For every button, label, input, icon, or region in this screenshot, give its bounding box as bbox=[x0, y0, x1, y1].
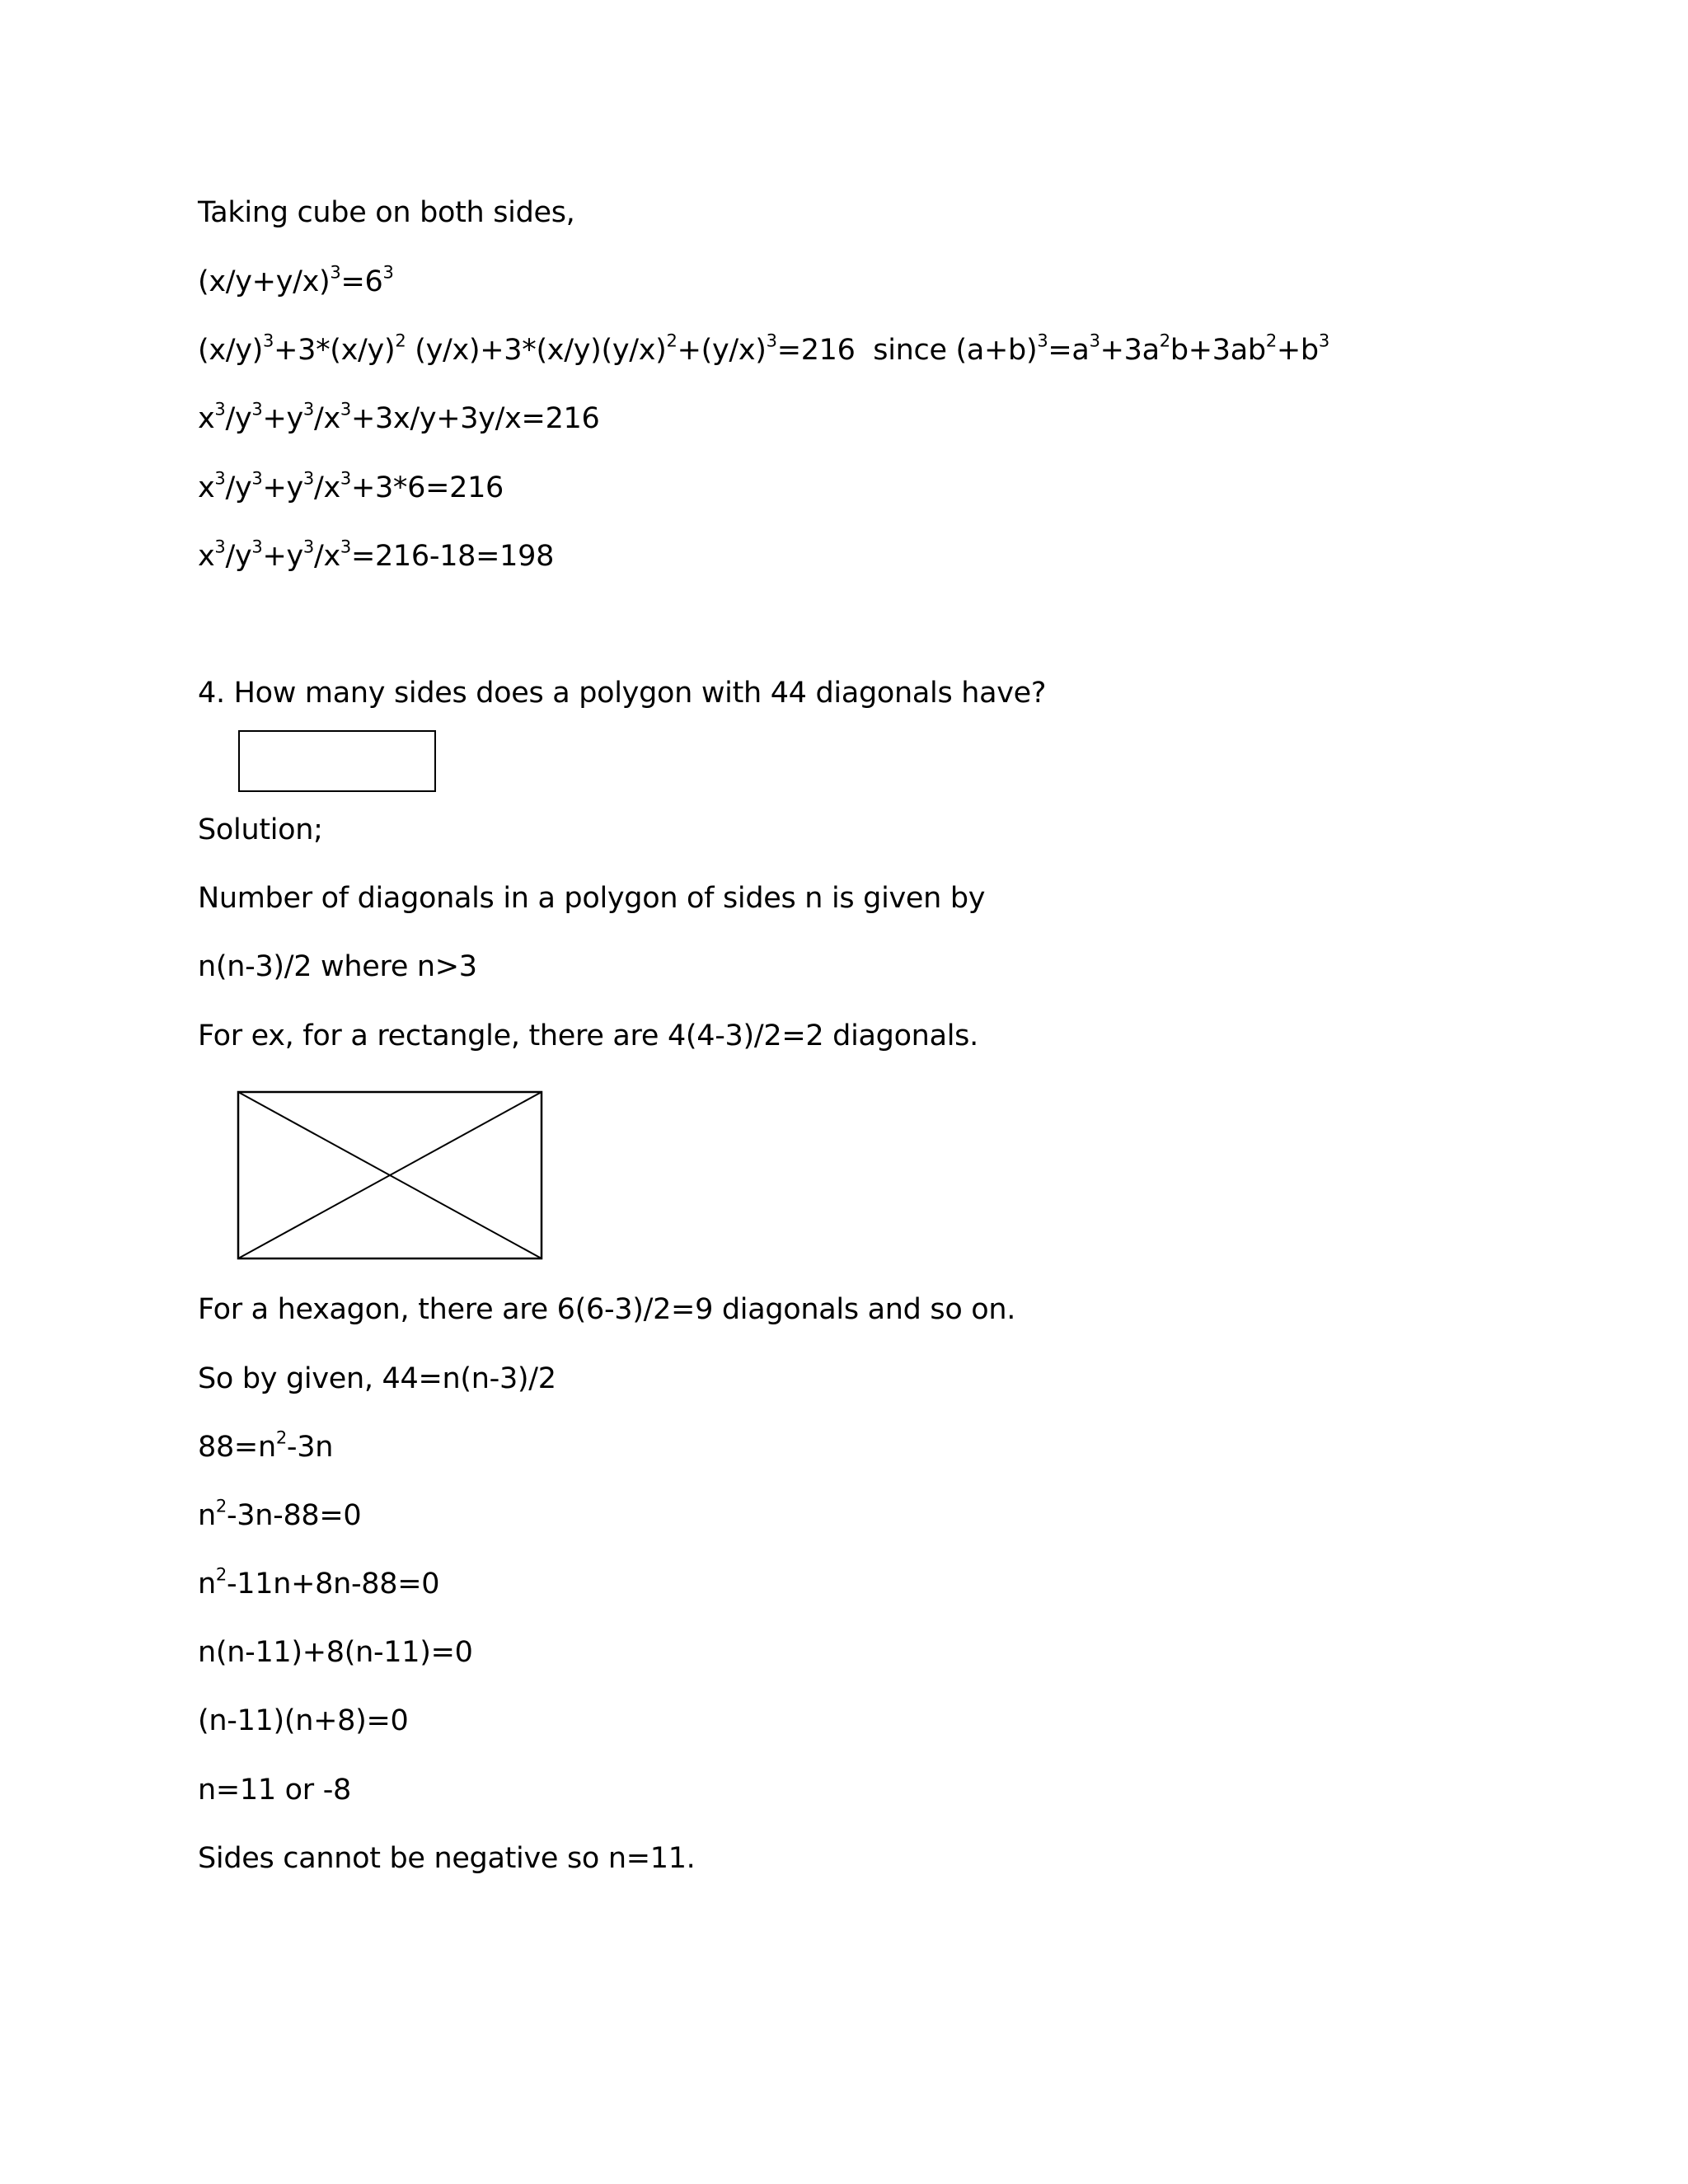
eq-part: =216-18=198 bbox=[350, 540, 555, 573]
exponent: 3 bbox=[251, 537, 263, 557]
exponent: 2 bbox=[275, 1427, 287, 1448]
eq-part: x bbox=[198, 402, 215, 435]
exponent: 3 bbox=[340, 468, 351, 489]
exponent: 3 bbox=[263, 330, 274, 351]
equation-binomial-expansion bbox=[198, 332, 1329, 368]
eq-part: b+3ab bbox=[1170, 334, 1266, 367]
eq-part: +y bbox=[262, 402, 303, 435]
eq-part: =a bbox=[1048, 334, 1090, 367]
exponent: 3 bbox=[214, 399, 226, 419]
text-line-taking-cube: Taking cube on both sides, bbox=[198, 196, 575, 229]
eq-part: +3*6=216 bbox=[350, 471, 504, 504]
equation-result-198 bbox=[198, 538, 554, 574]
eq-part: -11n+8n-88=0 bbox=[226, 1568, 440, 1601]
eq-part: +y bbox=[262, 471, 303, 504]
exponent: 3 bbox=[330, 262, 341, 283]
exponent: 3 bbox=[214, 537, 226, 557]
equation-split-middle-term bbox=[198, 1566, 439, 1602]
eq-part: n bbox=[198, 1499, 216, 1532]
exponent: 3 bbox=[1318, 330, 1329, 351]
eq-part: =6 bbox=[340, 265, 383, 298]
exponent: 3 bbox=[302, 537, 314, 557]
exponent: 3 bbox=[382, 262, 394, 283]
eq-part: /y bbox=[225, 540, 252, 573]
exponent: 3 bbox=[1089, 330, 1100, 351]
text-line-hexagon-example: For a hexagon, there are 6(6-3)/2=9 diagonals and so on. bbox=[198, 1293, 1016, 1326]
eq-part: /x bbox=[313, 471, 340, 504]
eq-part: -3n-88=0 bbox=[226, 1499, 362, 1532]
eq-part: +3*(x/y) bbox=[274, 334, 396, 367]
eq-part: /x bbox=[313, 402, 340, 435]
exponent: 3 bbox=[1037, 330, 1048, 351]
text-line-given-equation: So by given, 44=n(n-3)/2 bbox=[198, 1362, 556, 1395]
exponent: 2 bbox=[215, 1564, 227, 1585]
exponent: 2 bbox=[666, 330, 678, 351]
exponent: 3 bbox=[340, 537, 351, 557]
eq-part: -3n bbox=[286, 1431, 334, 1464]
eq-part: +3a bbox=[1100, 334, 1160, 367]
eq-part: x bbox=[198, 471, 215, 504]
text-line-diagonals-formula: n(n-3)/2 where n>3 bbox=[198, 950, 477, 983]
exponent: 3 bbox=[214, 468, 226, 489]
eq-part: /x bbox=[313, 540, 340, 573]
eq-part: +(y/x) bbox=[677, 334, 767, 367]
equation-grouping: n(n-11)+8(n-11)=0 bbox=[198, 1636, 473, 1669]
equation-simplified-2 bbox=[198, 470, 504, 506]
eq-part: +y bbox=[262, 540, 303, 573]
question-4: 4. How many sides does a polygon with 44 diagonals have? bbox=[198, 677, 1047, 710]
exponent: 2 bbox=[1265, 330, 1277, 351]
rectangle-diagonals-figure bbox=[237, 1090, 543, 1260]
exponent: 3 bbox=[302, 468, 314, 489]
text-line-rectangle-example: For ex, for a rectangle, there are 4(4-3)/2=2 diagonals. bbox=[198, 1019, 978, 1052]
eq-part: (x/y) bbox=[198, 334, 264, 367]
exponent: 2 bbox=[215, 1496, 227, 1516]
equation-factored: (n-11)(n+8)=0 bbox=[198, 1704, 409, 1737]
text-line-conclusion: Sides cannot be negative so n=11. bbox=[198, 1842, 696, 1875]
eq-part: n bbox=[198, 1568, 216, 1601]
exponent: 3 bbox=[251, 468, 263, 489]
answer-box[interactable] bbox=[238, 730, 436, 792]
exponent: 3 bbox=[340, 399, 351, 419]
eq-part: (x/y+y/x) bbox=[198, 265, 331, 298]
eq-part: +b bbox=[1276, 334, 1319, 367]
eq-part: 88=n bbox=[198, 1431, 276, 1464]
eq-part: (y/x)+3*(x/y)(y/x) bbox=[406, 334, 667, 367]
equation-roots: n=11 or -8 bbox=[198, 1774, 351, 1807]
text-line-diagonals-formula-intro: Number of diagonals in a polygon of sides n is given by bbox=[198, 882, 986, 915]
exponent: 2 bbox=[1159, 330, 1170, 351]
exponent: 3 bbox=[766, 330, 777, 351]
solution-heading: Solution; bbox=[198, 813, 323, 846]
eq-part: +3x/y+3y/x=216 bbox=[350, 402, 600, 435]
exponent: 2 bbox=[395, 330, 406, 351]
eq-part: /y bbox=[225, 471, 252, 504]
eq-part: x bbox=[198, 540, 215, 573]
exponent: 3 bbox=[251, 399, 263, 419]
eq-part: /y bbox=[225, 402, 252, 435]
equation-simplified-1 bbox=[198, 401, 600, 437]
equation-quadratic bbox=[198, 1497, 361, 1534]
equation-88 bbox=[198, 1429, 333, 1465]
equation-cube-of-sum bbox=[198, 264, 394, 300]
eq-part: =216 since (a+b) bbox=[776, 334, 1038, 367]
exponent: 3 bbox=[302, 399, 314, 419]
